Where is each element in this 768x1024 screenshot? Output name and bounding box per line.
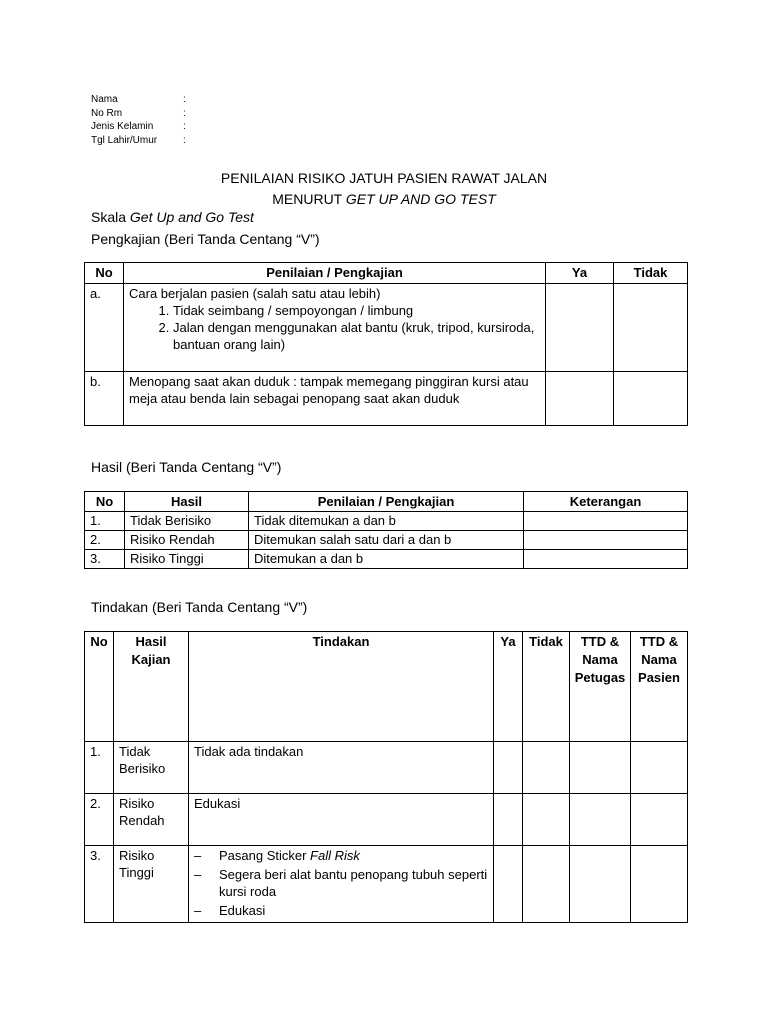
dash-bullet: – bbox=[194, 867, 202, 882]
title-line-2-italic: GET UP AND GO TEST bbox=[345, 191, 496, 207]
row-no: b. bbox=[85, 372, 124, 426]
table-header-row bbox=[85, 492, 688, 512]
table-row bbox=[85, 742, 688, 794]
result-heading: Hasil (Beri Tanda Centang “V”) bbox=[91, 459, 282, 475]
field-jenis-kelamin bbox=[91, 120, 186, 134]
tidak-checkbox-cell[interactable] bbox=[614, 372, 688, 426]
field-separator: : bbox=[183, 134, 186, 146]
row-tindakan: Tidak ada tindakan bbox=[189, 742, 494, 794]
table-row bbox=[85, 284, 688, 372]
assessment-heading: Pengkajian (Beri Tanda Centang “V”) bbox=[91, 231, 320, 247]
field-label: Tgl Lahir/Umur bbox=[91, 134, 158, 146]
ya-checkbox-cell[interactable] bbox=[546, 372, 614, 426]
col-header: Keterangan bbox=[524, 492, 688, 512]
list-item-text: Segera beri alat bantu penopang tubuh seperti kursi roda bbox=[219, 867, 488, 899]
signature-officer-cell[interactable] bbox=[570, 794, 631, 846]
action-heading: Tindakan (Beri Tanda Centang “V”) bbox=[91, 599, 308, 615]
col-header: No bbox=[85, 632, 114, 742]
row-assessment: Menopang saat akan duduk : tampak memegang pinggiran kursi atau meja atau benda lain sebagai penopang saat akan duduk bbox=[124, 372, 546, 426]
dash-bullet: – bbox=[194, 903, 202, 918]
col-header: Penilaian / Pengkajian bbox=[249, 492, 524, 512]
row-hasil: Risiko Tinggi bbox=[125, 550, 249, 569]
criteria-list bbox=[129, 302, 540, 353]
signature-patient-cell[interactable] bbox=[631, 846, 688, 923]
table-row bbox=[85, 372, 688, 426]
row-no: 3. bbox=[85, 846, 114, 923]
list-item-prefix: Pasang Sticker bbox=[219, 848, 311, 863]
col-header: Tindakan bbox=[189, 632, 494, 742]
col-header: Hasil bbox=[125, 492, 249, 512]
signature-officer-cell[interactable] bbox=[570, 846, 631, 923]
tidak-checkbox-cell[interactable] bbox=[523, 846, 570, 923]
row-penilaian: Ditemukan salah satu dari a dan b bbox=[249, 531, 524, 550]
col-header: No bbox=[85, 492, 125, 512]
title-line-2-prefix: MENURUT bbox=[272, 191, 346, 207]
field-separator: : bbox=[183, 94, 186, 105]
scale-prefix: Skala bbox=[91, 209, 130, 225]
list-item-text bbox=[219, 847, 360, 864]
row-hasil: Risiko Rendah bbox=[114, 794, 189, 846]
scale-italic: Get Up and Go Test bbox=[129, 209, 254, 225]
row-no: 1. bbox=[85, 742, 114, 794]
row-no: 1. bbox=[85, 512, 125, 531]
field-nama bbox=[91, 93, 186, 107]
field-no-rm bbox=[91, 107, 186, 121]
dash-bullet: – bbox=[194, 848, 202, 863]
row-no: a. bbox=[85, 284, 124, 372]
ya-checkbox-cell[interactable] bbox=[494, 846, 523, 923]
keterangan-cell[interactable] bbox=[524, 550, 688, 569]
table-row bbox=[85, 550, 688, 569]
keterangan-cell[interactable] bbox=[524, 531, 688, 550]
list-item-text: Edukasi bbox=[219, 903, 266, 918]
field-tgl-lahir bbox=[91, 134, 186, 148]
patient-info bbox=[91, 93, 186, 147]
signature-patient-cell[interactable] bbox=[631, 742, 688, 794]
tidak-checkbox-cell[interactable] bbox=[523, 794, 570, 846]
row-penilaian: Ditemukan a dan b bbox=[249, 550, 524, 569]
ya-checkbox-cell[interactable] bbox=[494, 794, 523, 846]
table-row bbox=[85, 512, 688, 531]
table-row bbox=[85, 846, 688, 923]
signature-patient-cell[interactable] bbox=[631, 794, 688, 846]
row-hasil: Tidak Berisiko bbox=[114, 742, 189, 794]
action-table bbox=[84, 631, 688, 923]
list-item bbox=[194, 847, 488, 864]
list-item-italic: Fall Risk bbox=[310, 848, 360, 863]
col-header: Ya bbox=[494, 632, 523, 742]
row-no: 2. bbox=[85, 794, 114, 846]
ya-checkbox-cell[interactable] bbox=[546, 284, 614, 372]
action-list bbox=[194, 847, 488, 919]
list-item bbox=[194, 866, 488, 900]
ya-checkbox-cell[interactable] bbox=[494, 742, 523, 794]
title-line-2 bbox=[0, 189, 768, 210]
row-hasil: Risiko Tinggi bbox=[114, 846, 189, 923]
scale-label bbox=[91, 209, 254, 225]
col-header: Penilaian / Pengkajian bbox=[124, 263, 546, 284]
row-hasil: Tidak Berisiko bbox=[125, 512, 249, 531]
col-header: Ya bbox=[546, 263, 614, 284]
col-header: No bbox=[85, 263, 124, 284]
document-title bbox=[0, 168, 768, 210]
field-label: No Rm bbox=[91, 107, 123, 119]
tidak-checkbox-cell[interactable] bbox=[614, 284, 688, 372]
row-no: 3. bbox=[85, 550, 125, 569]
table-header-row bbox=[85, 263, 688, 284]
field-label: Nama bbox=[91, 94, 118, 105]
signature-officer-cell[interactable] bbox=[570, 742, 631, 794]
col-header: Tidak bbox=[614, 263, 688, 284]
field-separator: : bbox=[183, 121, 186, 132]
row-hasil: Risiko Rendah bbox=[125, 531, 249, 550]
table-header-row bbox=[85, 632, 688, 742]
table-row bbox=[85, 531, 688, 550]
keterangan-cell[interactable] bbox=[524, 512, 688, 531]
row-no: 2. bbox=[85, 531, 125, 550]
col-header: Tidak bbox=[523, 632, 570, 742]
assessment-table bbox=[84, 262, 688, 426]
tidak-checkbox-cell[interactable] bbox=[523, 742, 570, 794]
col-header: TTD & Nama Pasien bbox=[631, 632, 688, 742]
list-item bbox=[194, 902, 488, 919]
row-text: Cara berjalan pasien (salah satu atau lebih) bbox=[129, 286, 381, 301]
row-assessment bbox=[124, 284, 546, 372]
row-tindakan bbox=[189, 846, 494, 923]
field-separator: : bbox=[183, 107, 186, 119]
col-header: TTD & Nama Petugas bbox=[570, 632, 631, 742]
table-row bbox=[85, 794, 688, 846]
list-item: 1. Tidak seimbang / sempoyongan / limbung bbox=[173, 302, 540, 319]
list-item: 2. Jalan dengan menggunakan alat bantu (kruk, tripod, kursiroda, bantuan orang lain) bbox=[173, 319, 540, 353]
row-tindakan: Edukasi bbox=[189, 794, 494, 846]
col-header: Hasil Kajian bbox=[114, 632, 189, 742]
result-table bbox=[84, 491, 688, 569]
row-penilaian: Tidak ditemukan a dan b bbox=[249, 512, 524, 531]
field-label: Jenis Kelamin bbox=[91, 121, 154, 132]
title-line-1: PENILAIAN RISIKO JATUH PASIEN RAWAT JALAN bbox=[220, 170, 548, 186]
